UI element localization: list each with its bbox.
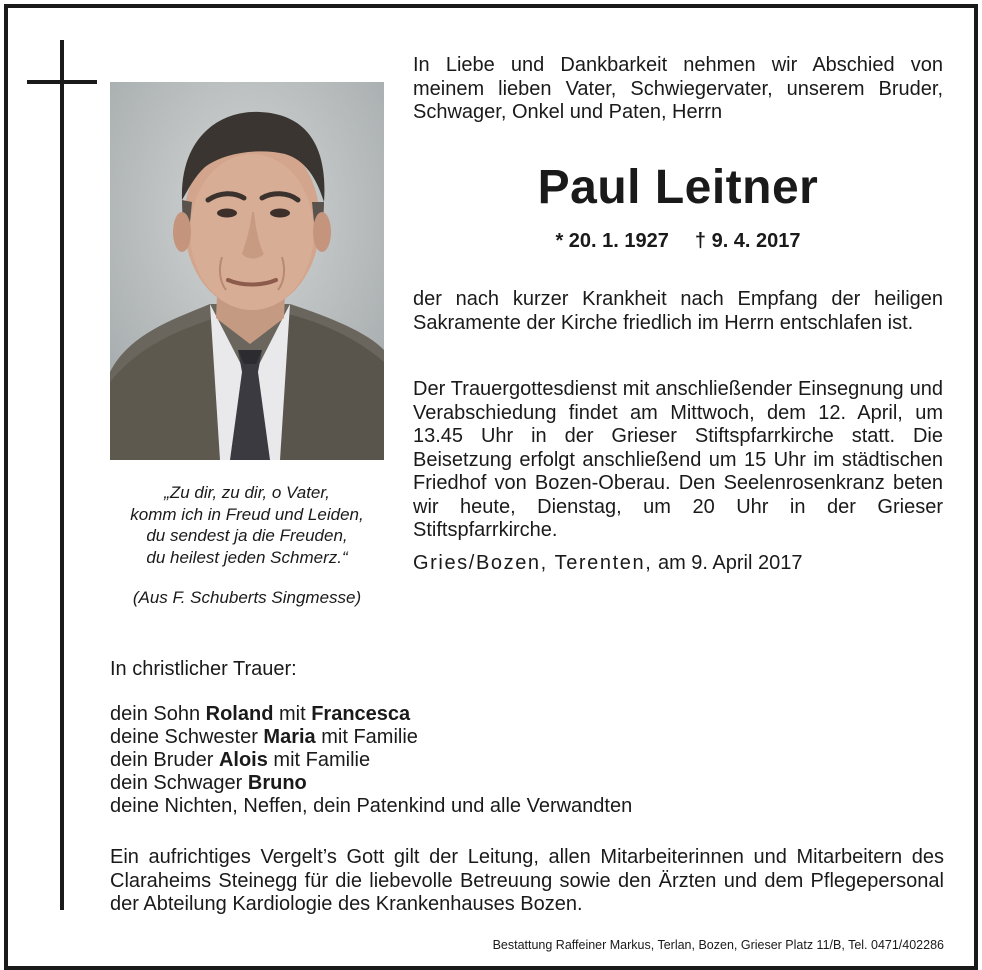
family-member <box>110 749 632 772</box>
quote-source: (Aus F. Schuberts Singmesse) <box>132 588 362 607</box>
service-paragraph: Der Trauergottesdienst mit anschließender Einsegnung und Verabschiedung findet am Mittwoch, dem 12. April, um 13.45 Uhr in der Grieser Stiftspfarrkirche statt. Die Beisetzung erfolgt anschließend um 15 Uhr im städtischen Friedhof von Bozen-Oberau. Den Seelenrosenkranz beten wir heute, Dienstag, um 20 Uhr in der Grieser Stiftspfarrkirche. <box>413 378 943 541</box>
quote-line: du heilest jeden Schmerz.“ <box>146 547 348 567</box>
birth-date: * 20. 1. 1927 <box>555 230 669 252</box>
family-member <box>110 795 632 818</box>
notice-date: am 9. April 2017 <box>652 552 803 574</box>
quote-line: du sendest ja die Freuden, <box>146 526 348 545</box>
family-member <box>110 772 632 795</box>
relation-text: mit Familie <box>267 749 371 771</box>
life-dates <box>413 229 943 253</box>
relation-text: mit Familie <box>315 726 418 748</box>
quote-line: „Zu dir, zu dir, o Vater, <box>164 483 330 502</box>
relation-text: dein Bruder <box>110 749 219 771</box>
member-name: Bruno <box>247 772 307 794</box>
hymn-quote <box>106 482 388 568</box>
deceased-name: Paul Leitner <box>537 161 819 214</box>
cross-icon <box>60 40 64 910</box>
relation-text: dein Sohn <box>110 703 206 725</box>
relation-text: mit <box>273 703 312 725</box>
family-member <box>110 726 632 749</box>
place-date-line <box>413 552 943 576</box>
member-name: Roland <box>205 703 274 725</box>
relation-text: deine Nichten, Neffen, dein Patenkind und alle Verwandten <box>110 795 633 817</box>
place-names: Gries/Bozen, Terenten, <box>413 552 653 574</box>
quote-line: komm ich in Freud und Leiden, <box>130 504 364 524</box>
member-name: Alois <box>218 749 268 771</box>
family-member <box>110 703 632 726</box>
cross-icon-bar <box>27 80 97 84</box>
death-date: † 9. 4. 2017 <box>694 230 801 252</box>
portrait-photo <box>110 82 384 460</box>
relation-text: dein Schwager <box>110 772 248 794</box>
funeral-home-footer: Bestattung Raffeiner Markus, Terlan, Bozen, Grieser Platz 11/B, Tel. 0471/402286 <box>492 938 944 952</box>
family-list <box>110 703 632 818</box>
mourning-heading: In christlicher Trauer: <box>110 658 297 680</box>
member-name: Maria <box>263 726 316 748</box>
intro-paragraph: In Liebe und Dankbarkeit nehmen wir Abschied von meinem lieben Vater, Schwiegervater, unserem Bruder, Schwager, Onkel und Paten, Herrn <box>413 54 943 123</box>
member-name: Francesca <box>311 703 411 725</box>
thanks-paragraph: Ein aufrichtiges Vergelt’s Gott gilt der Leitung, allen Mitarbeiterinnen und Mitarbeitern des Claraheims Steinegg für die liebevolle Betreuung sowie den Ärzten und dem Pflegepersonal der Abteilung Kardiologie des Krankenhauses Bozen. <box>110 846 944 915</box>
death-paragraph: der nach kurzer Krankheit nach Empfang der heiligen Sakramente der Kirche friedlich im Herrn entschlafen ist. <box>413 288 943 334</box>
relation-text: deine Schwester <box>110 726 264 748</box>
